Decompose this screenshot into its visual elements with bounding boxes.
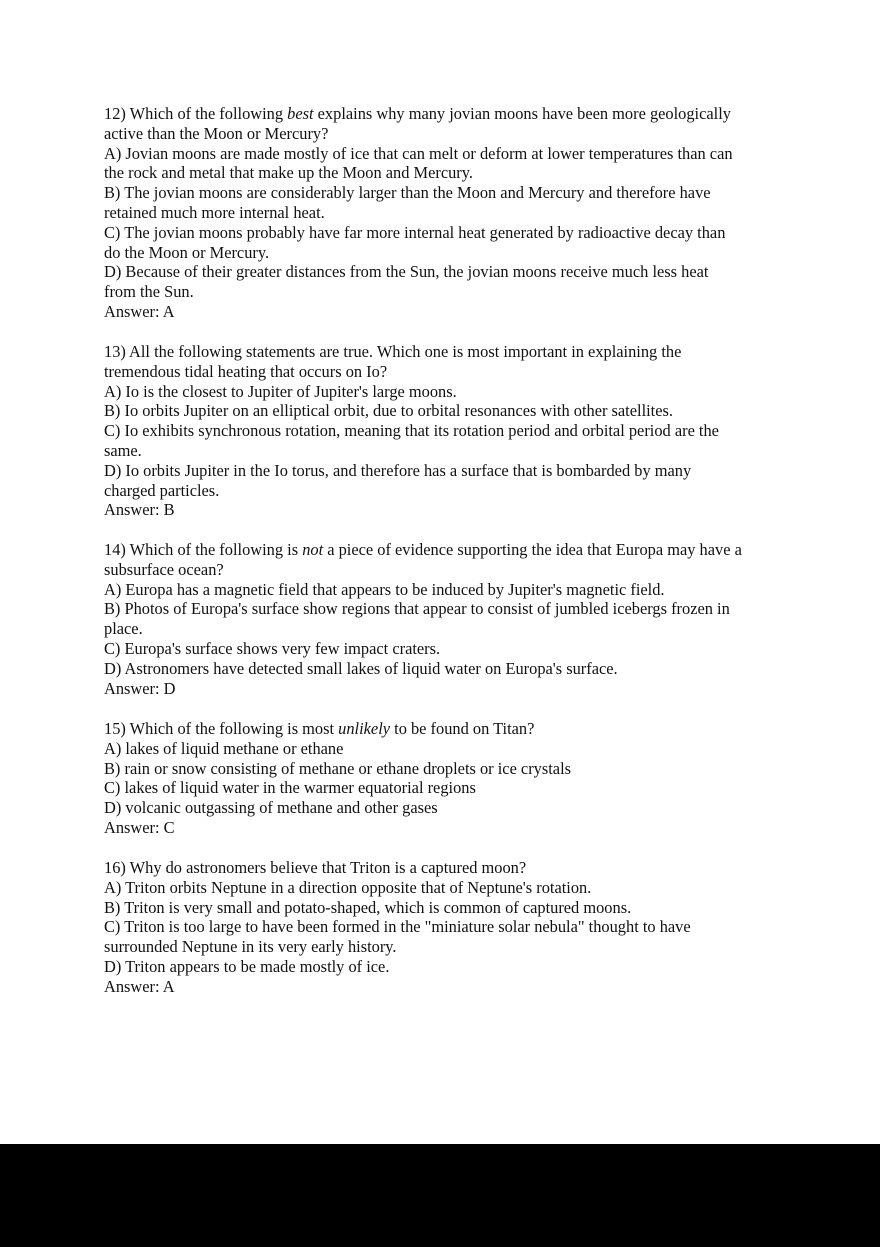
text-segment: Answer: D: [104, 678, 176, 698]
text-line: [104, 937, 691, 957]
text-segment: a piece of evidence supporting the idea that Europa may have a: [323, 540, 742, 559]
answer-line: [104, 818, 571, 838]
question-12: [104, 104, 733, 322]
text-segment: B) The jovian moons are considerably larger than the Moon and Mercury and therefore have: [104, 183, 711, 203]
text-line: [104, 282, 733, 302]
text-segment: subsurface ocean?: [104, 559, 224, 579]
text-segment: Answer: C: [104, 817, 175, 837]
text-segment: C) Io exhibits synchronous rotation, meaning that its rotation period and orbital period are the: [104, 421, 719, 441]
text-line: [104, 957, 691, 977]
text-segment: Answer: B: [104, 500, 175, 520]
text-segment: from the Sun.: [104, 282, 194, 302]
text-segment: A) Jovian moons are made mostly of ice that can melt or deform at lower temperatures than can: [104, 143, 733, 163]
text-line: [104, 858, 691, 878]
text-segment: the rock and metal that make up the Moon and Mercury.: [104, 163, 473, 183]
text-line: [104, 163, 733, 183]
text-line: [104, 759, 571, 779]
text-line: [104, 898, 691, 918]
text-segment: tremendous tidal heating that occurs on Io?: [104, 361, 388, 381]
text-segment: to be found on Titan?: [390, 719, 535, 738]
answer-line: [104, 302, 733, 322]
text-segment: A) Europa has a magnetic field that appears to be induced by Jupiter's magnetic field.: [104, 579, 665, 599]
text-line: [104, 104, 733, 124]
text-segment: 15) Which of the following is most: [104, 719, 339, 738]
text-segment: explains why many jovian moons have been more geologically: [313, 104, 731, 123]
text-segment: 14) Which of the following is: [104, 540, 303, 559]
text-segment: D) Astronomers have detected small lakes of liquid water on Europa's surface.: [104, 658, 618, 678]
text-segment: surrounded Neptune in its very early history.: [104, 937, 397, 957]
text-line: [104, 124, 733, 144]
emphasis-text: best: [287, 104, 314, 123]
text-line: [104, 203, 733, 223]
text-line: [104, 342, 719, 362]
text-segment: place.: [104, 619, 143, 639]
text-line: [104, 659, 742, 679]
text-segment: charged particles.: [104, 480, 220, 500]
text-segment: same.: [104, 440, 142, 460]
text-line: [104, 441, 719, 461]
emphasis-text: not: [302, 540, 324, 559]
text-segment: D) Because of their greater distances from the Sun, the jovian moons receive much less heat: [104, 262, 709, 282]
text-segment: 16) Why do astronomers believe that Triton is a captured moon?: [104, 858, 527, 877]
text-line: [104, 183, 733, 203]
text-line: [104, 382, 719, 402]
text-segment: 13) All the following statements are true. Which one is most important in explaining the: [104, 342, 682, 361]
answer-line: [104, 679, 742, 699]
text-segment: B) rain or snow consisting of methane or ethane droplets or ice crystals: [104, 758, 572, 778]
text-segment: B) Photos of Europa's surface show regions that appear to consist of jumbled icebergs frozen in: [104, 599, 730, 619]
text-line: [104, 144, 733, 164]
text-line: [104, 580, 742, 600]
text-segment: do the Moon or Mercury.: [104, 242, 270, 262]
text-segment: A) lakes of liquid methane or ethane: [104, 738, 344, 758]
text-segment: active than the Moon or Mercury?: [104, 123, 329, 143]
text-line: [104, 917, 691, 937]
text-segment: C) Triton is too large to have been formed in the "miniature solar nebula" thought to have: [104, 917, 691, 937]
text-line: [104, 481, 719, 501]
text-segment: retained much more internal heat.: [104, 202, 325, 222]
text-line: [104, 540, 742, 560]
text-line: [104, 739, 571, 759]
text-segment: Answer: A: [104, 301, 175, 321]
text-segment: 12) Which of the following: [104, 104, 288, 123]
answer-line: [104, 977, 691, 997]
text-segment: B) Triton is very small and potato-shaped, which is common of captured moons.: [104, 897, 632, 917]
text-line: [104, 639, 742, 659]
question-15: [104, 719, 571, 838]
text-segment: D) Triton appears to be made mostly of ice.: [104, 956, 390, 976]
text-line: [104, 362, 719, 382]
text-line: [104, 560, 742, 580]
text-segment: Answer: A: [104, 976, 175, 996]
text-line: [104, 421, 719, 441]
text-line: [104, 461, 719, 481]
text-segment: B) Io orbits Jupiter on an elliptical orbit, due to orbital resonances with other satellites.: [104, 401, 673, 421]
text-segment: A) Triton orbits Neptune in a direction opposite that of Neptune's rotation.: [104, 877, 592, 897]
text-line: [104, 719, 571, 739]
text-line: [104, 878, 691, 898]
text-segment: A) Io is the closest to Jupiter of Jupiter's large moons.: [104, 381, 457, 401]
emphasis-text: unlikely: [338, 719, 391, 738]
text-segment: D) Io orbits Jupiter in the Io torus, and therefore has a surface that is bombarded by many: [104, 460, 692, 480]
text-line: [104, 243, 733, 263]
text-line: [104, 401, 719, 421]
question-16: [104, 858, 691, 997]
question-14: [104, 540, 742, 698]
text-line: [104, 599, 742, 619]
text-line: [104, 223, 733, 243]
text-segment: C) The jovian moons probably have far more internal heat generated by radioactive decay than: [104, 222, 726, 242]
question-13: [104, 342, 719, 520]
text-line: [104, 619, 742, 639]
text-segment: D) volcanic outgassing of methane and other gases: [104, 798, 438, 818]
text-line: [104, 262, 733, 282]
text-line: [104, 798, 571, 818]
text-line: [104, 778, 571, 798]
answer-line: [104, 500, 719, 520]
text-segment: C) lakes of liquid water in the warmer equatorial regions: [104, 778, 476, 798]
text-segment: C) Europa's surface shows very few impact craters.: [104, 638, 441, 658]
bottom-black-bar: [0, 1144, 880, 1247]
